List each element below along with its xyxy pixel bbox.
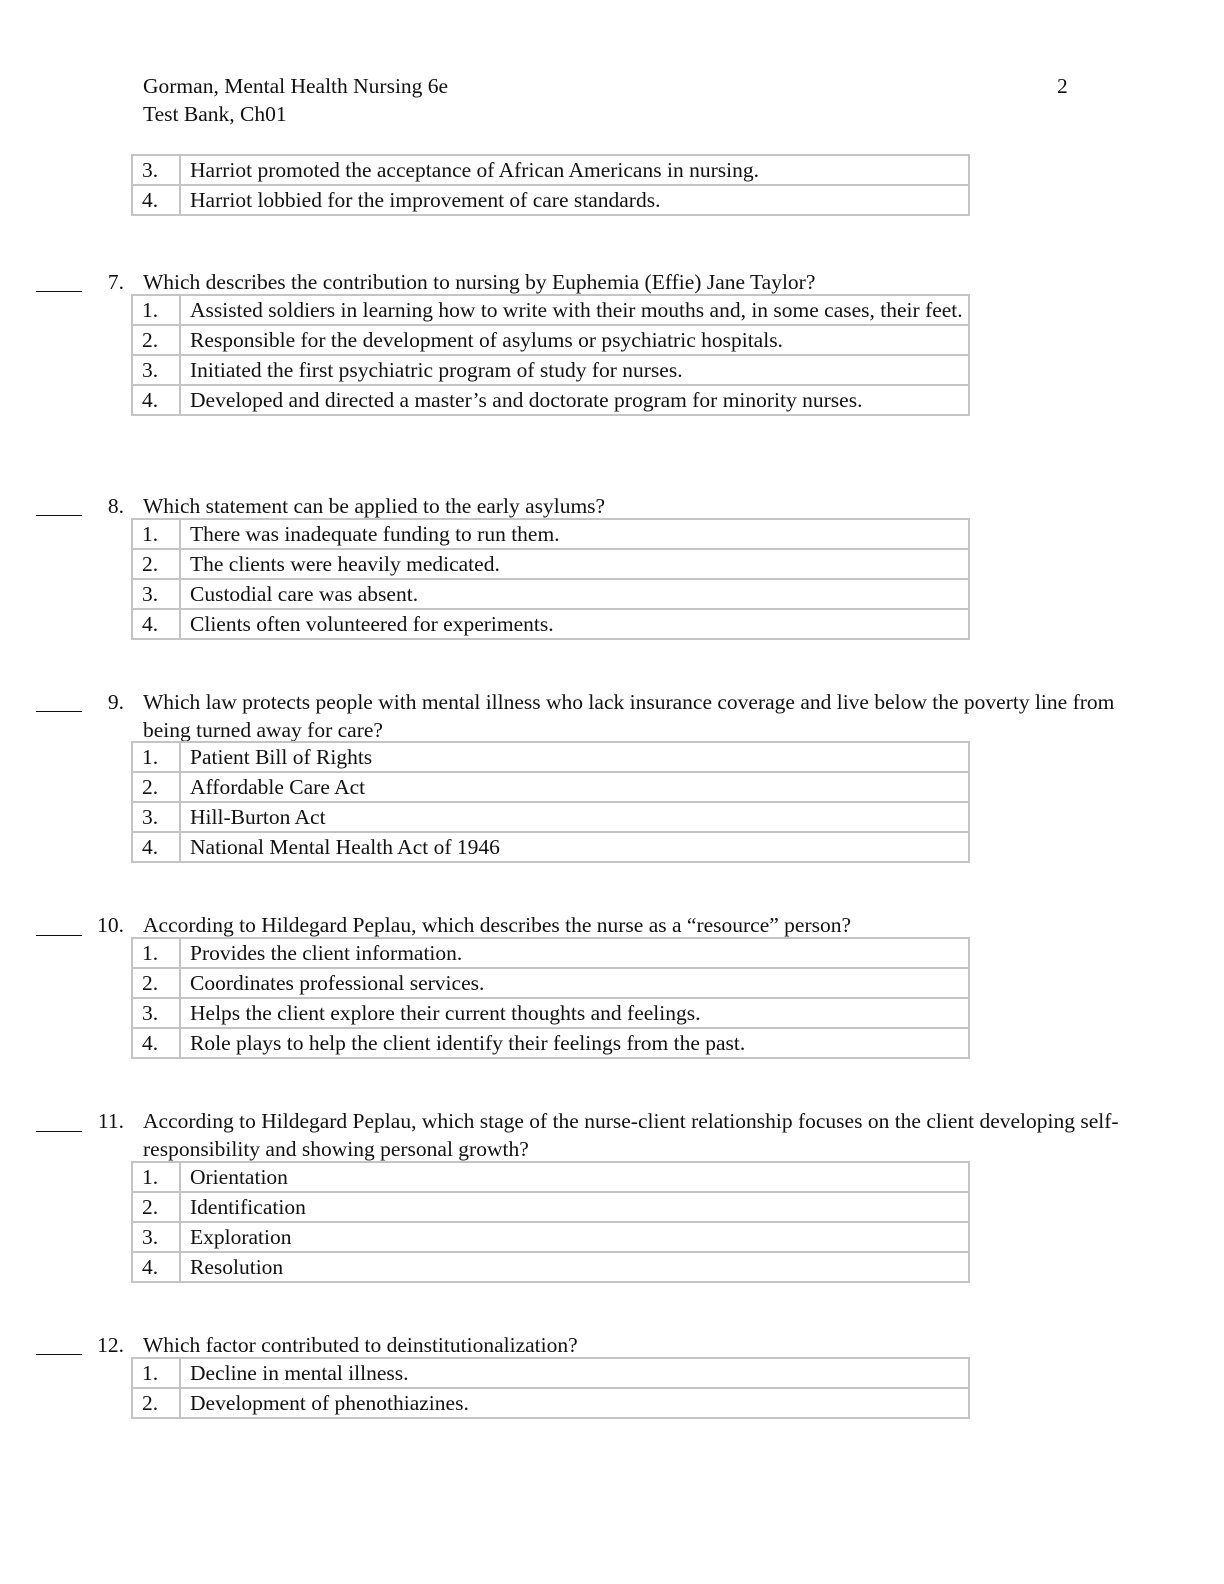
option-text: Developed and directed a master’s and doctorate program for minority nurses. (180, 385, 969, 415)
option-text: Orientation (180, 1162, 969, 1192)
option-row (132, 1358, 969, 1388)
option-number: 1. (132, 295, 180, 325)
option-number: 4. (132, 385, 180, 415)
question-number: 10. (97, 913, 124, 937)
answer-blank[interactable] (36, 291, 82, 292)
option-text: Identification (180, 1192, 969, 1222)
option-number: 2. (132, 325, 180, 355)
options-table (131, 294, 970, 416)
option-number: 4. (132, 832, 180, 862)
option-number: 1. (132, 1162, 180, 1192)
question-text: According to Hildegard Peplau, which describes the nurse as a “resource” person? (143, 913, 852, 937)
options-table (131, 937, 970, 1059)
option-row (132, 1222, 969, 1252)
option-number: 2. (132, 1388, 180, 1418)
option-row (132, 1388, 969, 1418)
question-text: Which statement can be applied to the early asylums? (143, 494, 606, 518)
header-chapter: Test Bank, Ch01 (143, 102, 287, 126)
option-number: 1. (132, 1358, 180, 1388)
option-text: Affordable Care Act (180, 772, 969, 802)
option-number: 4. (132, 1028, 180, 1058)
option-row (132, 325, 969, 355)
option-row (132, 1162, 969, 1192)
option-row (132, 772, 969, 802)
option-text: Resolution (180, 1252, 969, 1282)
option-text: Initiated the first psychiatric program of study for nurses. (180, 355, 969, 385)
option-text: Helps the client explore their current thoughts and feelings. (180, 998, 969, 1028)
option-row (132, 579, 969, 609)
option-row (132, 609, 969, 639)
option-row (132, 185, 969, 215)
option-row (132, 295, 969, 325)
option-row (132, 832, 969, 862)
question-text: Which law protects people with mental illness who lack insurance coverage and live below the poverty line from being turned away for care? (143, 690, 1115, 742)
option-text: Coordinates professional services. (180, 968, 969, 998)
option-row (132, 1028, 969, 1058)
option-row (132, 1252, 969, 1282)
options-table (131, 1161, 970, 1283)
running-header (143, 72, 448, 128)
answer-blank[interactable] (36, 515, 82, 516)
question-number: 8. (107, 494, 124, 518)
option-number: 2. (132, 549, 180, 579)
page-number: 2 (1057, 74, 1068, 98)
question-text: According to Hildegard Peplau, which stage of the nurse-client relationship focuses on the client developing self-responsibility and showing personal growth? (143, 1109, 1119, 1161)
option-row (132, 519, 969, 549)
option-text: Assisted soldiers in learning how to write with their mouths and, in some cases, their feet. (180, 295, 969, 325)
options-table (131, 741, 970, 863)
option-number: 1. (132, 742, 180, 772)
option-text: National Mental Health Act of 1946 (180, 832, 969, 862)
option-text: Role plays to help the client identify their feelings from the past. (180, 1028, 969, 1058)
options-table (131, 518, 970, 640)
answer-blank[interactable] (36, 1131, 82, 1132)
options-table-continued (131, 154, 970, 216)
question-text: Which factor contributed to deinstitutionalization? (143, 1333, 578, 1357)
option-text: Responsible for the development of asylums or psychiatric hospitals. (180, 325, 969, 355)
option-text: Development of phenothiazines. (180, 1388, 969, 1418)
option-number: 3. (132, 1222, 180, 1252)
answer-blank[interactable] (36, 1354, 82, 1355)
option-row (132, 155, 969, 185)
option-text: Provides the client information. (180, 938, 969, 968)
answer-blank[interactable] (36, 711, 82, 712)
option-number: 1. (132, 519, 180, 549)
option-number: 3. (132, 579, 180, 609)
option-text: Harriot promoted the acceptance of African Americans in nursing. (180, 155, 969, 185)
option-row (132, 968, 969, 998)
option-row (132, 938, 969, 968)
option-text: There was inadequate funding to run them. (180, 519, 969, 549)
option-row (132, 802, 969, 832)
option-row (132, 742, 969, 772)
option-text: The clients were heavily medicated. (180, 549, 969, 579)
option-number: 3. (132, 998, 180, 1028)
question-number: 11. (97, 1109, 124, 1133)
option-number: 2. (132, 1192, 180, 1222)
option-text: Hill-Burton Act (180, 802, 969, 832)
option-row (132, 1192, 969, 1222)
option-row (132, 549, 969, 579)
option-text: Custodial care was absent. (180, 579, 969, 609)
question-number: 7. (107, 270, 124, 294)
option-text: Clients often volunteered for experiments. (180, 609, 969, 639)
option-number: 4. (132, 1252, 180, 1282)
question-text: Which describes the contribution to nursing by Euphemia (Effie) Jane Taylor? (143, 270, 816, 294)
option-text: Exploration (180, 1222, 969, 1252)
option-number: 2. (132, 968, 180, 998)
option-number: 4. (132, 185, 180, 215)
question-number: 9. (107, 690, 124, 714)
header-book-title: Gorman, Mental Health Nursing 6e (143, 74, 449, 98)
option-number: 3. (132, 355, 180, 385)
answer-blank[interactable] (36, 935, 82, 936)
option-text: Decline in mental illness. (180, 1358, 969, 1388)
option-number: 1. (132, 938, 180, 968)
option-row (132, 385, 969, 415)
option-text: Harriot lobbied for the improvement of care standards. (180, 185, 969, 215)
option-number: 4. (132, 609, 180, 639)
option-number: 3. (132, 802, 180, 832)
question-number: 12. (97, 1333, 124, 1357)
option-text: Patient Bill of Rights (180, 742, 969, 772)
option-number: 2. (132, 772, 180, 802)
option-row (132, 355, 969, 385)
options-table (131, 1357, 970, 1419)
option-row (132, 998, 969, 1028)
option-number: 3. (132, 155, 180, 185)
